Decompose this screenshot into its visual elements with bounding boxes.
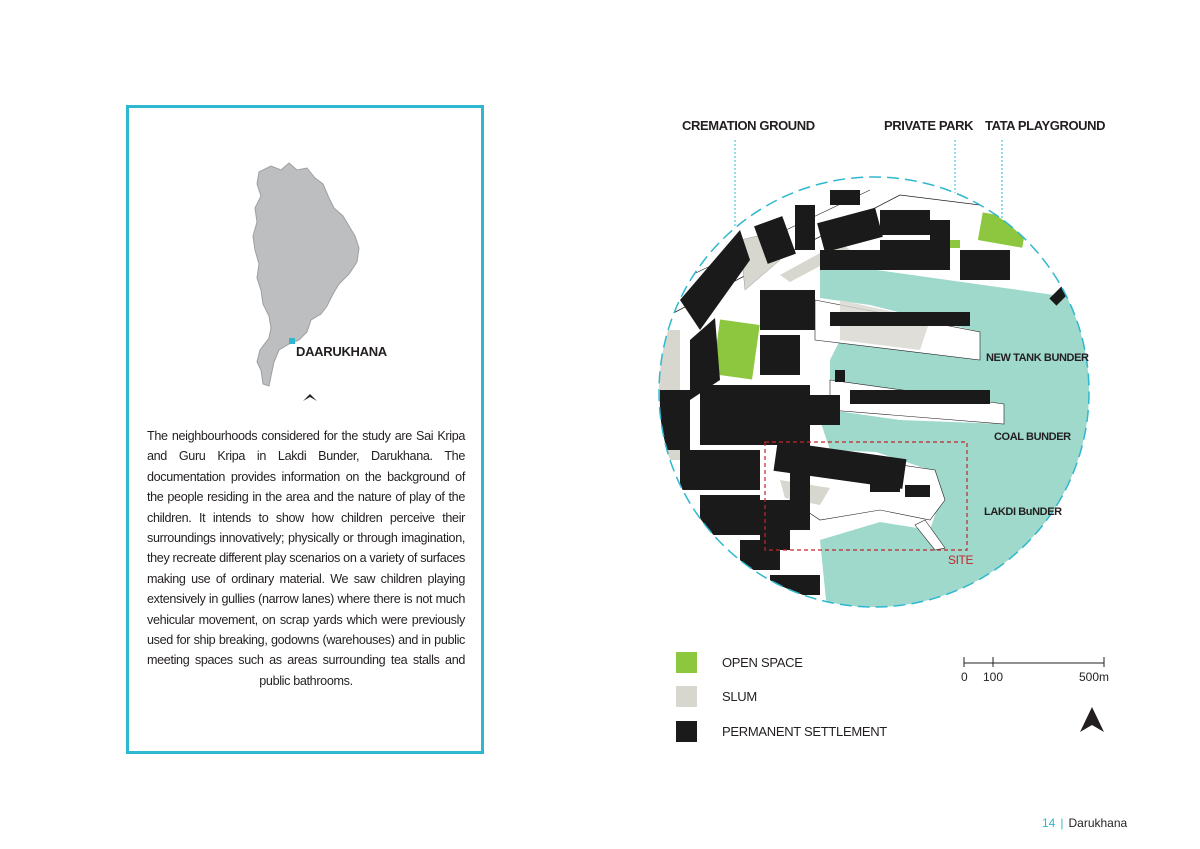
scale-tick-label: 0 bbox=[961, 670, 968, 684]
label-site: SITE bbox=[948, 553, 974, 567]
footer-section: Darukhana bbox=[1068, 816, 1128, 830]
map-content bbox=[650, 170, 1100, 620]
page-footer bbox=[1042, 816, 1127, 830]
legend-swatch bbox=[676, 652, 697, 673]
scale-tick-label: 500m bbox=[1079, 670, 1110, 684]
legend-item-open-space bbox=[676, 652, 936, 674]
legend-item-slum bbox=[676, 686, 936, 708]
legend-label: SLUM bbox=[722, 689, 757, 704]
private-park-open-space bbox=[950, 240, 960, 248]
legend-label: OPEN SPACE bbox=[722, 655, 803, 670]
callout-cremation-ground: CREMATION GROUND bbox=[682, 118, 815, 133]
north-arrow-icon bbox=[1080, 707, 1104, 732]
scale-tick-label: 100 bbox=[983, 670, 1004, 684]
city-label: DAARUKHANA bbox=[296, 344, 387, 359]
label-new-tank-bunder: NEW TANK BUNDER bbox=[986, 352, 1089, 364]
description-text: The neighbourhoods considered for the study are Sai Kripa and Guru Kripa in Lakdi Bunder, Darukhana. The documentation provides information on the background of the people residing in the area and the nature of play of the children. It intends to show how children perceive their surroundings innovatively; physically or through imagination, they recreate different play scenarios on a variety of surfaces making use of ordinary material. We saw children playing extensively in gullies (narrow lanes) where there is not much vehicular movement, on scrap yards which were previously used for ship breaking, godowns (warehouses) and in public meeting spaces such as areas surrounding tea stalls and public bathrooms. bbox=[147, 429, 465, 688]
scale-bar bbox=[960, 655, 1110, 685]
legend-label: PERMANENT SETTLEMENT bbox=[722, 724, 887, 739]
page-number: 14 bbox=[1042, 816, 1056, 830]
legend-swatch bbox=[676, 686, 697, 707]
label-lakdi-bunder: LAKDI BuNDER bbox=[984, 506, 1062, 518]
footer-separator: | bbox=[1060, 816, 1064, 830]
cremation-ground-open-space bbox=[712, 319, 759, 379]
legend-swatch bbox=[676, 721, 697, 742]
legend-item-permanent-settlement bbox=[676, 721, 936, 743]
label-coal-bunder: COAL BUNDER bbox=[994, 431, 1071, 443]
callout-private-park: PRIVATE PARK bbox=[884, 118, 974, 133]
callout-tata-playground: TATA PLAYGROUND bbox=[985, 118, 1106, 133]
